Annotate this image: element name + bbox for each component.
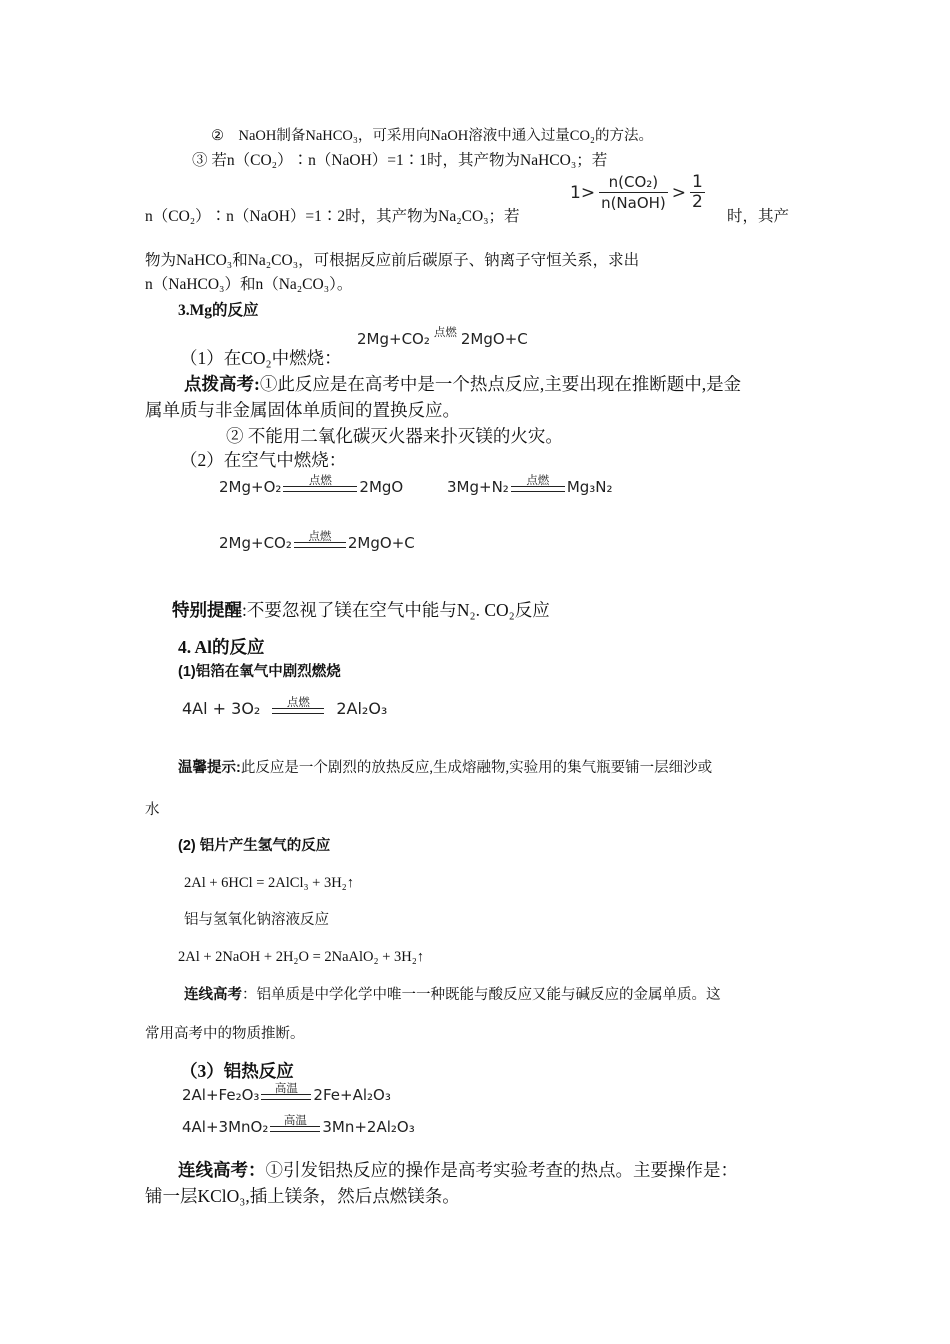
fraction-numerator: n(CO₂) <box>608 173 659 191</box>
equation-condition: 点燃 <box>308 473 332 487</box>
al-foil-heading: (1)铝箔在氧气中剧烈燃烧 <box>178 664 341 680</box>
link-exam2-text: ①引发铝热反应的操作是高考实验考查的热点。主要操作是： <box>265 1160 738 1180</box>
link-exam-label: 连线高考 <box>184 987 242 1003</box>
equation-lhs: 2Mg+O₂ <box>219 478 282 496</box>
equation-arrow <box>270 1114 320 1132</box>
mixture-line: 物为NaHCO₃和Na₂CO₃，可根据反应前后碳原子、钠离子守恒关系，求出 <box>145 252 640 269</box>
link-exam-text: ：铝单质是中学化学中唯一一种既能与酸反应又能与碱反应的金属单质。这 <box>242 987 721 1003</box>
mg-o2-equation <box>219 473 404 496</box>
al-mn-equation <box>182 1113 415 1136</box>
ratio-inequality <box>570 172 709 213</box>
equation-arrow <box>283 474 357 492</box>
equation-rhs: 2MgO <box>359 478 404 496</box>
link-exam2-line-2: 铺一层KClO₃,插上镁条，然后点燃镁条。 <box>145 1186 460 1206</box>
al-o2-equation <box>182 695 388 718</box>
case-1-result: 时，其产物为NaHCO₃；若 <box>427 152 608 169</box>
link-exam2-line <box>178 1160 738 1181</box>
equation-arrow <box>272 696 324 714</box>
warm-tip-text: 此反应是一个剧烈的放热反应,生成熔融物,实验用的集气瓶要铺一层细沙或 <box>240 760 713 776</box>
ratio-case-1-line <box>192 152 607 171</box>
equation-condition: 点燃 <box>433 325 457 339</box>
mg-section-heading: 3.Mg的反应 <box>178 302 259 319</box>
equation-arrow <box>511 474 565 492</box>
special-text: :不要忽视了镁在空气中能与N₂. CO₂反应 <box>242 600 550 620</box>
case-3-marker: ③ 若 <box>192 152 227 169</box>
tip-line-3: ② 不能用二氧化碳灭火器来扑灭镁的火灾。 <box>226 426 563 446</box>
equation-condition: 高温 <box>274 1081 298 1095</box>
equation-condition: 高温 <box>283 1113 307 1127</box>
al-fe-equation <box>182 1081 391 1104</box>
al-hydrogen-heading: (2) 铝片产生氢气的反应 <box>178 838 331 854</box>
ratio-fraction <box>599 172 668 213</box>
equation-rhs: 2Al₂O₃ <box>336 699 388 718</box>
equation-arrow <box>294 530 346 548</box>
equation-arrow <box>432 326 459 344</box>
equation-rhs: 2Fe+Al₂O₃ <box>313 1086 391 1104</box>
tip-line-2: 属单质与非金属固体单质间的置换反应。 <box>145 400 460 420</box>
mg-co2-air-equation <box>219 529 415 552</box>
warm-tip-line <box>178 760 712 777</box>
thermite-heading: （3）铝热反应 <box>180 1061 294 1081</box>
special-label: 特别提醒 <box>172 600 242 620</box>
al-naoh-intro: 铝与氢氧化钠溶液反应 <box>184 912 329 928</box>
special-reminder <box>172 600 550 621</box>
link-exam2-label: 连线高考： <box>178 1160 266 1180</box>
al-hcl-equation: 2Al + 6HCl = 2AlCl₃ + 3H₂↑ <box>184 875 354 891</box>
half-numerator: 1 <box>692 172 703 192</box>
inequality-gt: > <box>671 182 687 203</box>
equation-lhs: 4Al+3MnO₂ <box>182 1118 269 1136</box>
half-denominator: 2 <box>692 192 703 212</box>
equation-rhs: 2MgO+C <box>460 330 528 348</box>
mg-co2-equation <box>357 325 528 348</box>
ratio-case-3-tail: 时，其产 <box>727 208 790 225</box>
ratio-case-2-line <box>145 208 520 227</box>
case-2-result: 时，其产物为Na₂CO₃；若 <box>345 208 520 225</box>
fraction-denominator: n(NaOH) <box>601 194 666 212</box>
ratio-1-2: n（CO₂）∶n（NaOH）=1∶2 <box>145 208 346 225</box>
equation-lhs: 3Mg+N₂ <box>447 478 509 496</box>
tip-text-1: ①此反应是在高考中是一个热点反应,主要出现在推断题中,是金 <box>259 374 742 394</box>
ratio-1-1: n（CO₂）∶n（NaOH）=1∶1 <box>226 152 428 169</box>
inequality-left: 1> <box>570 182 596 203</box>
warm-tip-label: 温馨提示: <box>178 760 241 776</box>
equation-rhs: 2MgO+C <box>347 534 415 552</box>
equation-condition: 点燃 <box>526 473 550 487</box>
equation-condition: 点燃 <box>286 695 310 709</box>
half-fraction <box>690 173 705 212</box>
mg-n2-equation <box>447 473 613 496</box>
tip-line-1 <box>184 374 741 395</box>
link-exam-line <box>184 987 721 1004</box>
al-section-heading: 4. Al的反应 <box>178 637 265 657</box>
equation-lhs: 2Al+Fe₂O₃ <box>182 1086 260 1104</box>
warm-tip-line-2: 水 <box>145 802 160 818</box>
mg-co2-heading: （1）在CO₂中燃烧： <box>180 348 342 368</box>
naoh-method-line: ② NaOH制备NaHCO₃，可采用向NaOH溶液中通入过量CO₂的方法。 <box>211 128 653 144</box>
equation-lhs: 2Mg+CO₂ <box>219 534 292 552</box>
mg-air-heading: （2）在空气中燃烧： <box>180 450 347 470</box>
equation-rhs: Mg₃N₂ <box>566 478 613 496</box>
equation-arrow <box>261 1082 311 1100</box>
equation-condition: 点燃 <box>308 529 332 543</box>
link-exam-line-2: 常用高考中的物质推断。 <box>145 1026 305 1042</box>
al-naoh-equation: 2Al + 2NaOH + 2H₂O = 2NaAlO₂ + 3H₂↑ <box>178 949 425 965</box>
equation-lhs: 2Mg+CO₂ <box>357 330 430 348</box>
equation-rhs: 3Mn+2Al₂O₃ <box>322 1118 415 1136</box>
tip-label: 点拨高考: <box>184 374 260 394</box>
mole-amounts-line: n（NaHCO₃）和n（Na₂CO₃）。 <box>145 276 353 293</box>
equation-lhs: 4Al + 3O₂ <box>182 699 261 718</box>
